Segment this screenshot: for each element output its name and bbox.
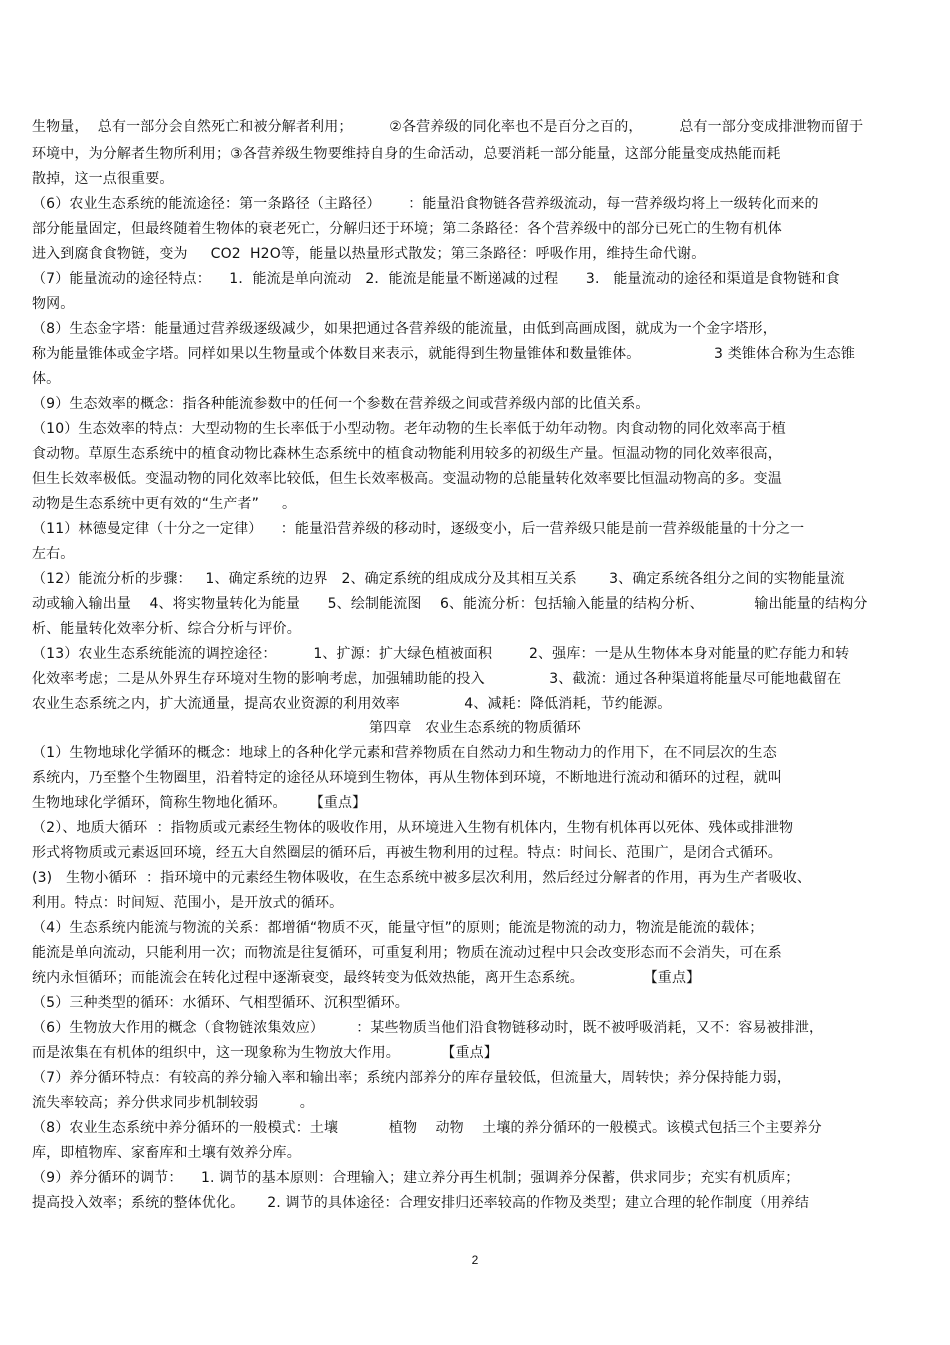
text-line: （7）养分循环特点：有较高的养分输入率和输出率；系统内部养分的库存量较低，但流量大，周转快；养分保持能力弱， <box>32 1070 792 1086</box>
text-line: 左右。 <box>32 546 75 562</box>
text-line: 流失率较高；养分供求同步机制较弱 。 <box>32 1095 314 1111</box>
text-line: （7）能量流动的途径特点： 1．能流是单向流动 2．能流是能量不断递减的过程 3. 能量流动的途径和渠道是食物链和食 <box>32 271 840 287</box>
text-line: 农业生态系统之内，扩大流通量，提高农业资源的利用效率 4、减耗：降低消耗，节约能源。 <box>32 696 672 712</box>
text-line: 动物是生态系统中更有效的“生产者” 。 <box>32 496 297 512</box>
text-line: 进入到腐食食物链，变为 CO2 H2O等，能量以热量形式散发；第三条路径：呼吸作用，维持生命代谢。 <box>32 246 706 262</box>
text-line: （8）农业生态系统中养分循环的一般模式：土壤 植物 动物 土壤的养分循环的一般模式。该模式包括三个主要养分 <box>32 1120 822 1136</box>
text-line: 物网。 <box>32 296 75 312</box>
text-line: 提高投入效率；系统的整体优化。 2. 调节的具体途径：合理安排归还率较高的作物及类型；建立合理的轮作制度（用养结 <box>32 1195 810 1211</box>
text-line: 系统内，乃至整个生物圈里，沿着特定的途径从环境到生物体，再从生物体到环境，不断地进行流动和循环的过程，就叫 <box>32 770 782 786</box>
text-line: 体。 <box>32 371 61 387</box>
text-line: 食动物。草原生态系统中的植食动物比森林生态系统中的植食动物能利用较多的初级生产量。恒温动物的同化效率很高， <box>32 446 782 462</box>
text-line: （9）养分循环的调节： 1. 调节的基本原则：合理输入；建立养分再生机制；强调养分保蓄，供求同步；充实有机质库； <box>32 1170 800 1186</box>
text-line: 生物地球化学循环，简称生物地化循环。 【重点】 <box>32 795 367 811</box>
text-line: 生物量， 总有一部分会自然死亡和被分解者利用； ②各营养级的同化率也不是百分之百的， 总有一部分变成排泄物而留于 <box>32 119 864 135</box>
text-line: 但生长效率极低。变温动物的同化效率比较低，但生长效率极高。变温动物的总能量转化效率要比恒温动物高的多。变温 <box>32 471 782 487</box>
text-line: 库，即植物库、家畜库和土壤有效养分库。 <box>32 1145 301 1161</box>
text-line: (3) 生物小循环 ：指环境中的元素经生物体吸收，在生态系统中被多层次利用，然后经过分解者的作用，再为生产者吸收、 <box>32 870 812 886</box>
text-line: 动或输入输出量 4、将实物量转化为能量 5、绘制能流图 6、能流分析：包括输入能量的结构分析、 输出能量的结构分 <box>32 596 868 612</box>
chapter-heading: 第四章 农业生态系统的物质循环 <box>369 720 581 736</box>
text-line: （2）、地质大循环 ：指物质或元素经生物体的吸收作用，从环境进入生物有机体内，生物有机体再以死体、残体或排泄物 <box>32 820 794 836</box>
page-number: 2 <box>471 1253 479 1267</box>
text-line: （12）能流分析的步骤： 1、确定系统的边界 2、确定系统的组成成分及其相互关系 3、确定系统各组分之间的实物能量流 <box>32 571 845 587</box>
text-line: 称为能量锥体或金字塔。同样如果以生物量或个体数目来表示，就能得到生物量锥体和数量锥体。 3 类锥体合称为生态锥 <box>32 346 856 362</box>
text-line: 利用。特点：时间短、范围小，是开放式的循环。 <box>32 895 344 911</box>
text-line: （8）生态金字塔：能量通过营养级逐级减少，如果把通过各营养级的能流量，由低到高画成图，就成为一个金字塔形， <box>32 321 777 337</box>
text-line: （9）生态效率的概念：指各种能流参数中的任何一个参数在营养级之间或营养级内部的比值关系。 <box>32 396 650 412</box>
text-line: 化效率考虑；二是从外界生存环境对生物的影响考虑，加强辅助能的投入 3、截流：通过各种渠道将能量尽可能地截留在 <box>32 671 842 687</box>
text-line: 而是浓集在有机体的组织中，这一现象称为生物放大作用。 【重点】 <box>32 1045 498 1061</box>
text-line: 部分能量固定，但最终随着生物体的衰老死亡，分解归还于环境；第二条路径：各个营养级中的部分已死亡的生物有机体 <box>32 221 782 237</box>
text-line: （5）三种类型的循环：水循环、气相型循环、沉积型循环。 <box>32 995 409 1011</box>
text-line: （10）生态效率的特点：大型动物的生长率低于小型动物。老年动物的生长率低于幼年动物。肉食动物的同化效率高于植 <box>32 421 786 437</box>
text-line: 环境中，为分解者生物所利用；③各营养级生物要维持自身的生命活动，总要消耗一部分能量，这部分能量变成热能而耗 <box>32 146 781 162</box>
text-line: 统内永恒循环；而能流会在转化过程中逐渐衰变，最终转变为低效热能，离开生态系统。 【重点】 <box>32 970 701 986</box>
text-line: 析、能量转化效率分析、综合分析与评价。 <box>32 621 301 637</box>
text-line: （13）农业生态系统能流的调控途径： 1、扩源：扩大绿色植被面积 2、强库：一是从生物体本身对能量的贮存能力和转 <box>32 646 850 662</box>
text-line: （11）林德曼定律（十分之一定律） ：能量沿营养级的移动时，逐级变小，后一营养级只能是前一营养级能量的十分之一 <box>32 521 805 537</box>
text-line: （6）农业生态系统的能流途径：第一条路径（主路径） ：能量沿食物链各营养级流动，每一营养级均将上一级转化而来的 <box>32 196 819 212</box>
text-line: 散掉，这一点很重要。 <box>32 171 174 187</box>
text-line: 形式将物质或元素返回环境，经五大自然圈层的循环后，再被生物利用的过程。特点：时间长、范围广，是闭合式循环。 <box>32 845 782 861</box>
text-line: （4）生态系统内能流与物流的关系：都增循“物质不灭，能量守恒”的原则；能流是物流的动力，物流是能流的载体； <box>32 920 764 936</box>
text-line: （6）生物放大作用的概念（食物链浓集效应） ：某些物质当他们沿食物链移动时，既不被呼吸消耗，又不：容易被排泄， <box>32 1020 824 1036</box>
text-line: 能流是单向流动，只能利用一次；而物流是往复循环，可重复利用；物质在流动过程中只会改变形态而不会消失，可在系 <box>32 945 782 961</box>
text-line: （1）生物地球化学循环的概念：地球上的各种化学元素和营养物质在自然动力和生物动力的作用下，在不同层次的生态 <box>32 745 777 761</box>
